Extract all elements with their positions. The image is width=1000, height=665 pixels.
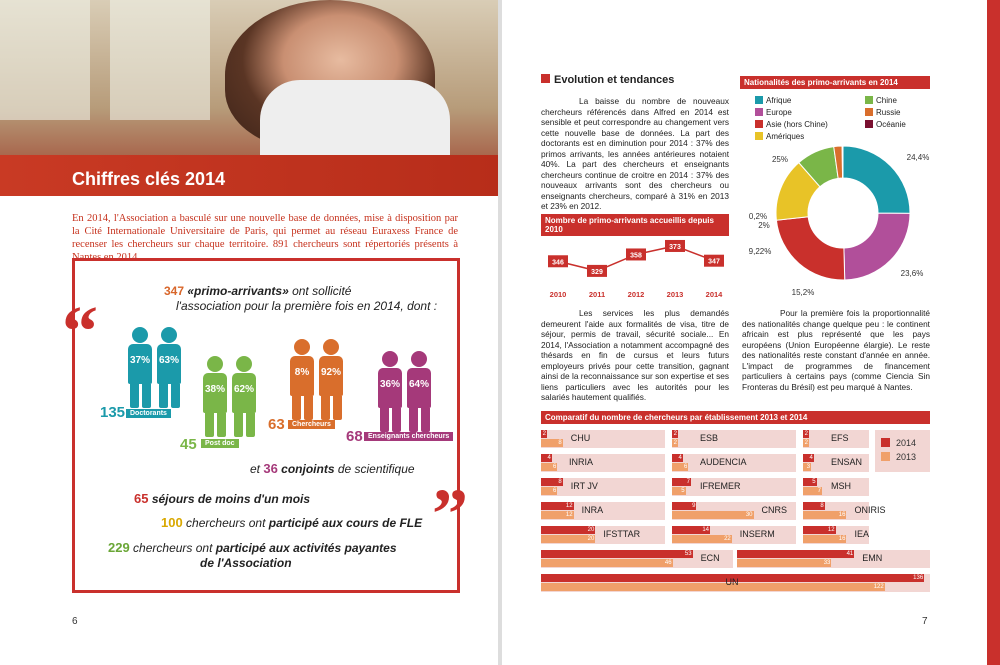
comparison-legend — [875, 430, 930, 472]
group-label: Post doc — [201, 439, 239, 448]
establishment-row — [541, 574, 930, 592]
gender-percent: 38% — [204, 384, 225, 395]
spouses-number: 36 — [263, 461, 278, 476]
establishment-name: ENSAN — [831, 457, 863, 467]
bar-2013: 20 — [541, 535, 595, 543]
headline — [164, 284, 444, 314]
legend-item: Océanie — [865, 120, 906, 129]
gender-percent: 64% — [408, 379, 429, 390]
group-label: Chercheurs — [288, 420, 335, 429]
establishment-name: CNRS — [761, 505, 788, 515]
page-title: Chiffres clés 2014 — [72, 169, 226, 189]
spouses-line — [250, 461, 415, 476]
establishment-name: INSERM — [739, 529, 775, 539]
data-label: 347 — [708, 258, 720, 266]
establishment-name: ONIRIS — [854, 505, 886, 515]
stat-line-stays — [134, 491, 310, 506]
paragraph-nationalities: Pour la première fois la proportionnalité des nationalités change quelque peu : le continent africain est plus représenté que les pays européens (Union Européenne élargie). Le reste des nationalités reste constant d'année en année. L'impact de programmes de financement particuliers à certains pays (comme Ciencia Sin Fronteras du Brésil) est peu marqué à Nantes. — [742, 308, 930, 392]
stat-text-a: chercheurs ont — [133, 541, 216, 555]
establishment-name: ECN — [700, 553, 720, 563]
slice-label: 15,2% — [791, 288, 815, 297]
hero-photo — [0, 0, 498, 196]
stat-number: 65 — [134, 491, 149, 506]
person-figure-icon — [317, 339, 345, 420]
establishment-name: INRIA — [569, 457, 594, 467]
data-label: 373 — [669, 243, 681, 251]
slice-label: 0,2% — [748, 212, 768, 221]
gender-percent: 63% — [158, 355, 179, 366]
bar-2014: 7 — [672, 478, 691, 486]
legend-item: Afrique — [755, 96, 791, 105]
establishment-row — [541, 550, 733, 568]
establishment-row — [672, 454, 796, 472]
establishment-name: AUDENCIA — [700, 457, 747, 467]
spouses-bold: conjoints — [281, 462, 335, 476]
comparison-chart — [541, 428, 930, 598]
person-figure-icon — [405, 351, 433, 432]
group-label: Doctorants — [126, 409, 171, 418]
group-label: Enseignants chercheurs — [364, 432, 453, 441]
bar-2014: 2 — [804, 431, 808, 437]
bar-2014: 8 — [541, 478, 563, 486]
establishment-row — [672, 526, 796, 544]
slice-label: 23,6% — [900, 269, 924, 278]
legend-item: Russie — [865, 108, 900, 117]
pie-slice — [842, 146, 843, 178]
bar-2013: 6 — [672, 463, 688, 471]
data-label: 358 — [630, 252, 642, 260]
bar-2014: 136 — [541, 574, 924, 582]
bar-2013: 122 — [541, 583, 885, 591]
headline-rest2: l'association pour la première fois en 2014, dont : — [176, 299, 438, 313]
legend-item: Asie (hors Chine) — [755, 120, 828, 129]
establishment-name: INRA — [581, 505, 604, 515]
gender-percent: 37% — [129, 355, 150, 366]
bar-2014: 4 — [672, 454, 683, 462]
bar-2014: 9 — [672, 502, 696, 510]
spouses-pre: et — [250, 462, 264, 476]
bar-2013: 12 — [541, 511, 574, 519]
bar-2013: 22 — [672, 535, 732, 543]
page-number-left: 6 — [72, 616, 78, 627]
legend-item: 2013 — [881, 452, 916, 462]
establishment-row — [803, 430, 869, 448]
bar-2014: 20 — [541, 526, 595, 534]
line-chart — [541, 232, 731, 302]
x-tick-label: 2011 — [588, 290, 606, 299]
establishment-row — [803, 478, 869, 496]
legend-item: 2014 — [881, 438, 916, 448]
bar-2013: 46 — [541, 559, 673, 567]
establishment-name: IRT JV — [570, 481, 598, 491]
stat-line-activities — [108, 540, 397, 571]
gender-percent: 36% — [379, 379, 400, 390]
gender-percent: 92% — [320, 367, 341, 378]
bar-2013: 2 — [673, 440, 677, 446]
person-figure-icon — [155, 327, 183, 408]
x-tick-label: 2014 — [705, 290, 723, 299]
slice-label: 25% — [771, 155, 789, 164]
establishment-row — [541, 478, 665, 496]
group-count: 45 — [180, 436, 197, 453]
bar-2013: 7 — [803, 487, 822, 495]
legend-item: Europe — [755, 108, 792, 117]
establishment-name: IFSTTAR — [603, 529, 641, 539]
person-figure-icon — [376, 351, 404, 432]
slice-label: 2% — [758, 221, 770, 230]
headline-bold: «primo-arrivants» — [187, 284, 289, 298]
bar-2014: 4 — [541, 454, 552, 462]
bar-2013: 30 — [672, 511, 754, 519]
legend-item: Chine — [865, 96, 897, 105]
bar-2014: 8 — [803, 502, 825, 510]
stat-line-fle — [161, 515, 422, 530]
establishment-row — [672, 478, 796, 496]
slice-label: 9,22% — [748, 247, 772, 256]
establishment-name: IFREMER — [700, 481, 741, 491]
establishment-name: CHU — [570, 433, 591, 443]
x-tick-label: 2012 — [627, 290, 645, 299]
stat-text-a: chercheurs ont — [186, 516, 269, 530]
stat-text: séjours de moins d'un mois — [151, 492, 311, 506]
bar-2014: 14 — [672, 526, 710, 534]
intro-paragraph: En 2014, l'Association a basculé sur une nouvelle base de données, mise à disposition par la Cité Internationale Universitaire de Paris, qui permet au réseau Euraxess France de recenser les chercheurs sur chaque territoire. 891 chercheurs sont répertoriés présents à — [72, 213, 458, 250]
page-gutter — [498, 0, 502, 665]
x-tick-label: 2010 — [549, 290, 567, 299]
square-bullet-icon — [541, 74, 550, 83]
establishment-row — [803, 526, 869, 544]
bar-2013: 3 — [803, 463, 811, 471]
establishment-name: EFS — [831, 433, 849, 443]
establishment-row — [672, 430, 796, 448]
bar-2014: 12 — [541, 502, 574, 510]
bar-2014: 41 — [737, 550, 854, 558]
headline-rest1: ont sollicité — [288, 284, 352, 298]
bar-2014: 5 — [803, 478, 817, 486]
bar-2014: 12 — [803, 526, 836, 534]
bar-2013: 5 — [672, 487, 686, 495]
data-label: 329 — [591, 268, 603, 276]
establishment-name: UN — [725, 577, 739, 587]
pie-slice — [776, 217, 844, 280]
legend-item: Amériques — [755, 132, 804, 141]
section-title-text: Evolution et tendances — [554, 74, 675, 86]
establishment-name: IEA — [854, 529, 869, 539]
stat-text-b: participé aux cours de FLE — [268, 516, 423, 530]
pie-slice — [843, 146, 910, 213]
bar-2013: 8 — [541, 439, 563, 447]
line-chart-title: Nombre de primo-arrivants accueillis depuis 2010 — [541, 214, 729, 236]
headline-number: 347 — [164, 284, 185, 298]
group-count: 135 — [100, 404, 126, 421]
establishment-row — [737, 550, 930, 568]
bar-2014: 2 — [542, 431, 546, 437]
bar-2013: 16 — [803, 511, 846, 519]
bar-2014: 4 — [803, 454, 814, 462]
gender-percent: 8% — [294, 367, 310, 378]
establishment-row — [541, 430, 665, 448]
spouses-rest: de scientifique — [334, 462, 415, 476]
slice-label: 24,4% — [906, 153, 930, 162]
establishment-row — [541, 526, 665, 544]
close-quote-icon: ” — [432, 474, 468, 554]
stat-text-c: de l'Association — [200, 556, 292, 570]
group-count: 63 — [268, 416, 285, 433]
pie-legend — [755, 96, 935, 144]
bar-2013: 6 — [541, 487, 557, 495]
establishment-name: MSH — [831, 481, 851, 491]
pie-chart — [740, 140, 940, 305]
open-quote-icon: “ — [62, 291, 98, 371]
establishment-row — [541, 454, 665, 472]
person-figure-icon — [201, 356, 229, 437]
window-pane — [0, 0, 90, 120]
page-edge — [987, 0, 1000, 665]
bar-2013: 33 — [737, 559, 831, 567]
page-number-right: 7 — [922, 616, 928, 627]
stat-text-b: participé aux activités payantes — [215, 541, 397, 555]
paragraph-services: Les services les plus demandés demeurent l'aide aux formalités de visa, titre de séjour, permis de travail, sécurité sociale... En 2014, l'Association a notamment accompagné des thésards en fin de cursus et leurs futurs employeurs privés pour cette transition, gagnant ainsi de la reconnaissance sur son expertise et ses liens particuliers avec les autorités pour les salariés hautement qualifiés. — [541, 308, 729, 402]
bar-2013: 6 — [541, 463, 557, 471]
stat-number: 229 — [108, 540, 130, 555]
stat-number: 100 — [161, 515, 183, 530]
bar-2014: 2 — [673, 431, 677, 437]
x-tick-label: 2013 — [666, 290, 684, 299]
bar-2013: 16 — [803, 535, 846, 543]
data-label: 346 — [552, 259, 564, 267]
establishment-row — [672, 502, 796, 520]
bar-2014: 53 — [541, 550, 693, 558]
establishment-row — [803, 454, 869, 472]
gender-percent: 62% — [233, 384, 254, 395]
bar-2013: 2 — [804, 440, 808, 446]
window-pane — [110, 0, 210, 120]
person-figure-icon — [288, 339, 316, 420]
paragraph-trends: La baisse du nombre de nouveaux chercheurs référencés dans Alfred en 2014 est sensible et peut correspondre au changement vers cette nouvelle base de données. La part des doctorants est en diminution pour 2014 : 37% des primos arrivants, les années antérieures notaient 40%. La part des chercheurs et enseignants chercheurs continue de croitre en 2014 : 37% des nouveaux arrivants sont des chercheurs ou enseignants chercheurs, comparé à 31% en 2013 et 23% en 2012. — [541, 96, 729, 211]
person-figure-icon — [126, 327, 154, 408]
section-title — [541, 74, 674, 86]
establishment-row — [803, 502, 886, 520]
establishment-name: ESB — [700, 433, 719, 443]
establishment-name: EMN — [862, 553, 883, 563]
person-figure-icon — [230, 356, 258, 437]
group-count: 68 — [346, 428, 363, 445]
establishment-row — [541, 502, 665, 520]
comparison-chart-title: Comparatif du nombre de chercheurs par établissement 2013 et 2014 — [541, 411, 930, 424]
pie-chart-title: Nationalités des primo-arrivants en 2014 — [740, 76, 930, 89]
